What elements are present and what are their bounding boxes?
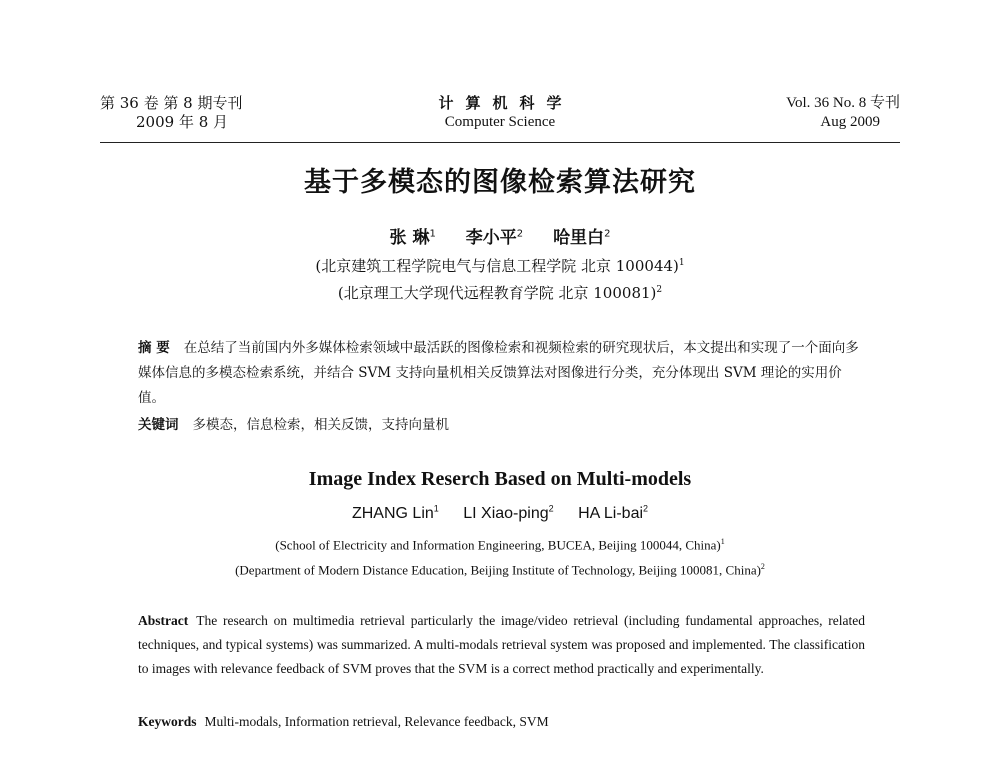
running-header: [100, 94, 900, 140]
author-cn: 哈里白$^2$: [553, 228, 611, 248]
header-date-en: Aug 2009: [820, 114, 880, 130]
author-en: LI Xiao-ping$^2$: [463, 504, 554, 523]
author-en: ZHANG Lin$^1$: [351, 504, 439, 523]
abstract-cn: [138, 336, 868, 411]
title-en: Image Index Reserch Based on Multi-models: [308, 468, 692, 490]
keywords-en: [138, 710, 865, 734]
keywords-en-label: Keywords: [138, 714, 197, 729]
author-cn: 张 琳$^1$: [389, 228, 436, 248]
affiliation-cn-1: (北京建筑工程学院电气与信息工程学院 北京 100044)$^1$: [315, 257, 685, 275]
author-cn: 李小平$^2$: [465, 228, 524, 248]
abstract-en-text: The research on multimedia retrieval particularly the image/video retrieval (including fundamental approaches, related techniques, and typical systems) was summarized. A multi-modals retrieval system was proposed and implemented. The classification to images with relevance feedback of SVM proves that the SVM is a correct method practically and experimentally.: [138, 613, 865, 676]
author-en: HA Li-bai$^2$: [578, 504, 649, 523]
authors-cn: [0, 223, 1000, 248]
keywords-cn: [138, 413, 868, 438]
authors-en: [0, 504, 1000, 523]
header-vol-no: Vol. 36 No. 8 专刊: [786, 95, 900, 111]
header-volume-info-en: [786, 94, 900, 132]
journal-name-en: Computer Science: [444, 114, 556, 130]
keywords-en-text: Multi-modals, Information retrieval, Relevance feedback, SVM: [204, 714, 549, 729]
abstract-en-label: Abstract: [138, 613, 189, 628]
keywords-cn-label: 关键词: [138, 417, 179, 433]
affiliation-en-2: (Department of Modern Distance Education, Beijing Institute of Technology, Beijing 100081, China)$^2$: [235, 562, 765, 578]
header-volume-issue: 第 36 卷 第 8 期专刊: [100, 94, 243, 112]
header-journal-name: [100, 94, 900, 132]
affiliation-en-1: (School of Electricity and Information Engineering, BUCEA, Beijing 100044, China)$^1$: [275, 537, 725, 553]
title-cn: 基于多模态的图像检索算法研究: [304, 167, 696, 198]
keywords-cn-text: 多模态，信息检索，相关反馈，支持向量机: [192, 417, 449, 433]
abstract-cn-text: 在总结了当前国内外多媒体检索领域中最活跃的图像检索和视频检索的研究现状后，本文提出和实现了一个面向多媒体信息的多模态检索系统，并结合 SVM 支持向量机相关反馈算法对图像进行分类，充分体现出 SVM 理论的实用价值。: [138, 340, 859, 406]
journal-name-cn: 计算机科学: [438, 94, 574, 112]
abstract-en: [138, 609, 865, 681]
header-date-cn: 2009 年 8 月: [136, 113, 229, 131]
abstract-cn-label: 摘 要: [138, 340, 170, 356]
affiliation-cn-2: (北京理工大学现代远程教育学院 北京 100081)$^2$: [337, 284, 663, 302]
header-rule: [100, 142, 900, 143]
